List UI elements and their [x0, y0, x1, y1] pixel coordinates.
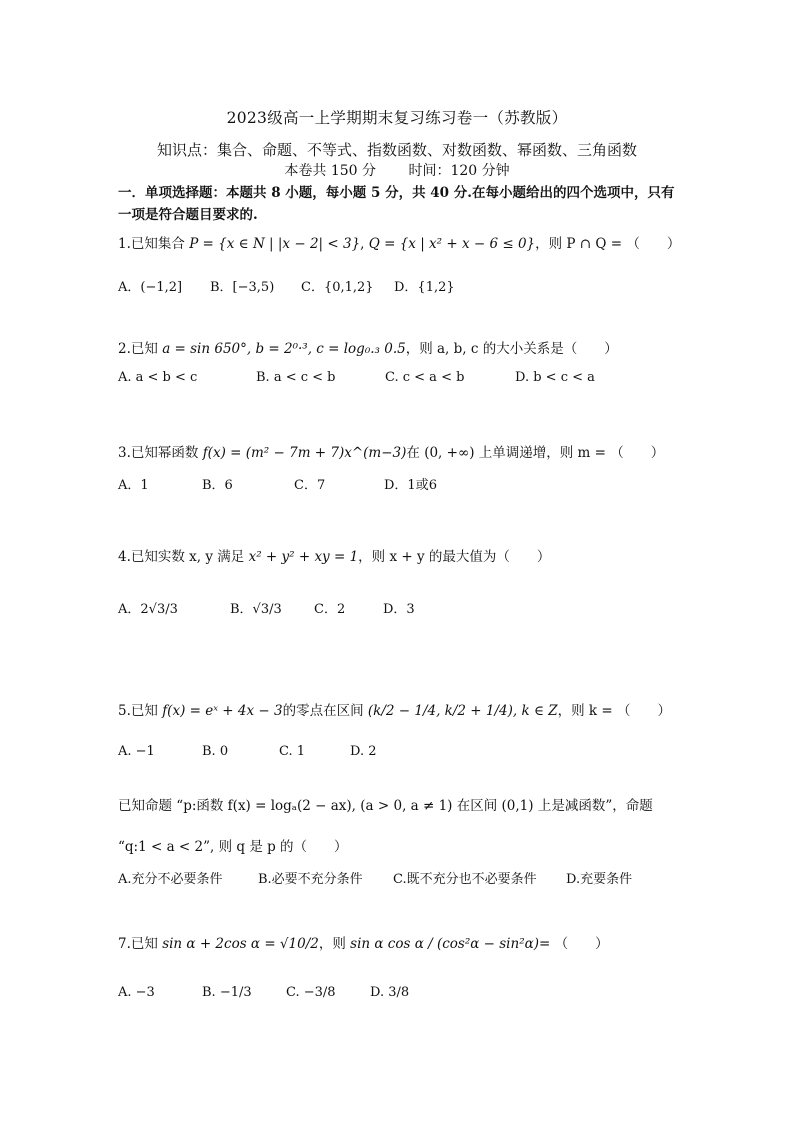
question-4: 4.已知实数 x, y 满足 x² + y² + xy = 1，则 x + y 的最大值为（ ） — [118, 549, 551, 565]
options-q4 — [118, 598, 678, 624]
option-a[interactable]: A. a < b < c — [118, 370, 198, 385]
option-b[interactable]: B．6 — [202, 478, 233, 493]
exam-time: 时间：120 分钟 — [408, 163, 510, 179]
option-d[interactable]: D. 3/8 — [370, 985, 410, 1000]
exam-title: 2023级高一上学期期末复习练习卷一（苏教版） — [226, 109, 568, 127]
option-c[interactable]: C. 1 — [279, 744, 306, 759]
option-b[interactable]: B. 0 — [202, 744, 229, 759]
option-c[interactable]: C．{0,1,2} — [301, 280, 374, 295]
option-a[interactable]: A.充分不必要条件 — [118, 872, 223, 887]
option-b[interactable]: B．[−3,5) — [210, 280, 275, 295]
option-b[interactable]: B．√3/3 — [230, 602, 282, 617]
option-c[interactable]: C．7 — [294, 478, 326, 493]
option-a[interactable]: A．(−1,2] — [118, 280, 183, 295]
option-c[interactable]: C.既不充分也不必要条件 — [393, 872, 537, 887]
options-q6 — [118, 868, 678, 888]
question-2: 2.已知 a = sin 650°, b = 2⁰·³, c = log₀.₃ 0.5，则 a, b, c 的大小关系是（ ） — [118, 341, 618, 357]
set-p: P = {x ∈ N | |x − 2| < 3} — [189, 236, 361, 252]
interval: (k/2 − 1/4, k/2 + 1/4), k ∈ Z — [367, 703, 558, 719]
option-d[interactable]: D．{1,2} — [394, 280, 455, 295]
question-7: 7.已知 sin α + 2cos α = √10/2，则 sin α cos α / (cos²α − sin²α)= （ ） — [118, 936, 609, 952]
question-6-line-2: “q:1 < a < 2”, 则 q 是 p 的（ ） — [118, 839, 348, 855]
options-q1 — [118, 276, 678, 296]
option-a[interactable]: A．2√3/3 — [118, 602, 178, 617]
option-d[interactable]: D. b < c < a — [515, 370, 595, 385]
option-a[interactable]: A. −3 — [118, 985, 155, 1000]
question-3: 3.已知幂函数 f(x) = (m² − 7m + 7)x^(m−3)在 (0, +∞) 上单调递增，则 m = （ ） — [118, 445, 665, 461]
option-a[interactable]: A. −1 — [118, 744, 155, 759]
option-a[interactable]: A．1 — [118, 478, 149, 493]
set-q: Q = {x | x² + x − 6 ≤ 0} — [368, 236, 536, 252]
option-d[interactable]: D．1或6 — [384, 478, 437, 493]
question-6-line-1: 已知命题 “p:函数 f(x) = logₐ(2 − ax), (a > 0, a ≠ 1) 在区间 (0,1) 上是减函数”，命题 — [118, 798, 653, 814]
section-heading: 一．单项选择题：本题共 8 小题，每小题 5 分，共 40 分.在每小题给出的四个选项中，只有一项是符合题目要求的. — [118, 185, 675, 223]
options-q3 — [118, 474, 678, 494]
total-score: 本卷共 150 分 — [284, 163, 376, 179]
option-d[interactable]: D. 2 — [350, 744, 377, 759]
options-q7 — [118, 985, 678, 1009]
option-b[interactable]: B. −1/3 — [202, 985, 252, 1000]
option-c[interactable]: C. −3/8 — [286, 985, 336, 1000]
option-d[interactable]: D.充要条件 — [566, 872, 633, 887]
option-b[interactable]: B.必要不充分条件 — [258, 872, 363, 887]
options-q2 — [118, 370, 678, 390]
ratio-expression: sin α cos α / (cos²α − sin²α) — [350, 936, 539, 952]
question-1: 1.已知集合 P = {x ∈ N | |x − 2| < 3}, Q = {x | x² + x − 6 ≤ 0}，则 P ∩ Q = （ ） — [118, 236, 681, 252]
option-c[interactable]: C．2 — [314, 602, 346, 617]
option-d[interactable]: D．3 — [383, 602, 415, 617]
options-q5 — [118, 744, 678, 764]
knowledge-points: 知识点：集合、命题、不等式、指数函数、对数函数、幂函数、三角函数 — [156, 141, 637, 159]
option-c[interactable]: C. c < a < b — [385, 370, 465, 385]
exam-meta — [0, 160, 794, 180]
option-b[interactable]: B. a < c < b — [256, 370, 336, 385]
question-5: 5.已知 f(x) = eˣ + 4x − 3的零点在区间 (k/2 − 1/4, k/2 + 1/4), k ∈ Z，则 k = （ ） — [118, 703, 671, 719]
